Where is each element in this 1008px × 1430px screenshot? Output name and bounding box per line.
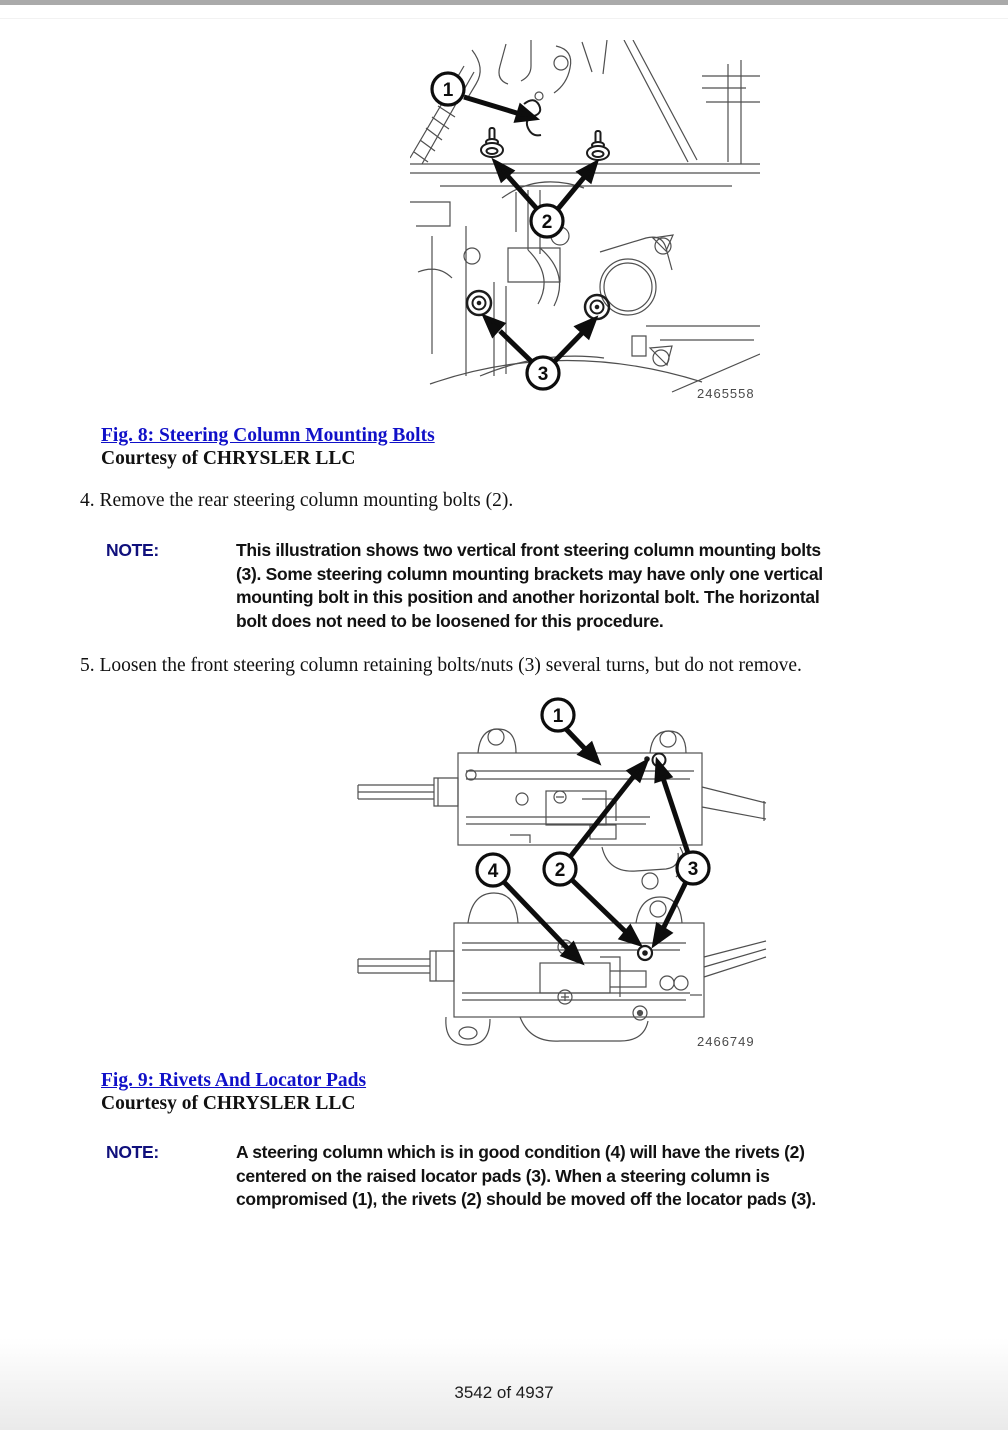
note-2-line: A steering column which is in good condition (4) will have the rivets (2)	[236, 1142, 805, 1162]
note-block-2	[106, 1141, 966, 1213]
figure-8-caption-link[interactable]: Fig. 8: Steering Column Mounting Bolts	[101, 425, 435, 446]
figure-8-svg	[410, 40, 760, 405]
fig8-callout-1	[432, 73, 464, 105]
note-1-line: bolt does not need to be loosened for this procedure.	[236, 610, 664, 631]
fig8-callout-2	[531, 205, 563, 237]
figure-9-credit: Courtesy of CHRYSLER LLC	[101, 1093, 356, 1114]
wiring-clip-head	[535, 92, 543, 100]
note-2-line: compromised (1), the rivets (2) should be moved off the locator pads (3).	[236, 1189, 816, 1209]
fig9-callout-4	[477, 854, 509, 886]
figure-8-credit: Courtesy of CHRYSLER LLC	[101, 448, 356, 469]
note-1-line: This illustration shows two vertical front steering column mounting bolts	[236, 540, 821, 560]
fig9-callout-2	[544, 853, 576, 885]
top-chrome-bar	[0, 0, 1008, 5]
figure-8-caption	[101, 424, 435, 470]
svg-text:3: 3	[537, 364, 549, 385]
figure-9-image-id: 2466749	[697, 1034, 755, 1049]
note-1-line: (3). Some steering column mounting brackets may have only one vertical	[236, 563, 823, 584]
fig8-callout-arrows	[464, 97, 595, 362]
note-1-line: mounting bolt in this position and another horizontal bolt. The horizontal	[236, 587, 820, 607]
note-2-label: NOTE:	[106, 1142, 159, 1162]
note-1-body	[236, 539, 823, 633]
page-number-indicator: 3542 of 4937	[454, 1383, 554, 1402]
fig9-callout-3	[677, 852, 709, 884]
step-5-text: 5. Loosen the front steering column retaining bolts/nuts (3) several turns, but do not remove.	[80, 655, 802, 676]
svg-text:1: 1	[442, 80, 454, 101]
rear-mounting-bolt-right	[587, 131, 609, 160]
figure-9-svg	[350, 695, 770, 1055]
note-block-1	[106, 539, 966, 635]
fig8-callout-3	[527, 357, 559, 389]
fig9-bottom-column	[358, 893, 766, 1045]
svg-text:4: 4	[487, 861, 499, 882]
front-retaining-bolt-right	[585, 295, 609, 319]
note-2-body	[236, 1141, 816, 1212]
note-1-label: NOTE:	[106, 540, 159, 560]
top-divider-line	[0, 18, 1008, 19]
figure-9-caption	[101, 1069, 366, 1115]
svg-text:1: 1	[552, 706, 564, 727]
figure-9-caption-link[interactable]: Fig. 9: Rivets And Locator Pads	[101, 1070, 367, 1091]
front-retaining-bolt-left	[467, 291, 491, 315]
note-2-line: centered on the raised locator pads (3). When a steering column is	[236, 1165, 770, 1186]
rear-mounting-bolt-left	[481, 128, 503, 157]
figure-8-image-id: 2465558	[697, 386, 755, 401]
fig9-bottom-rivet	[642, 950, 648, 956]
fig9-callout-1	[542, 699, 574, 731]
svg-text:3: 3	[687, 859, 699, 880]
svg-text:2: 2	[554, 860, 566, 881]
figure-8-illustration	[410, 40, 760, 405]
step-4-text: 4. Remove the rear steering column mounting bolts (2).	[80, 490, 514, 511]
svg-text:2: 2	[541, 212, 553, 233]
figure-9-illustration	[350, 695, 770, 1055]
